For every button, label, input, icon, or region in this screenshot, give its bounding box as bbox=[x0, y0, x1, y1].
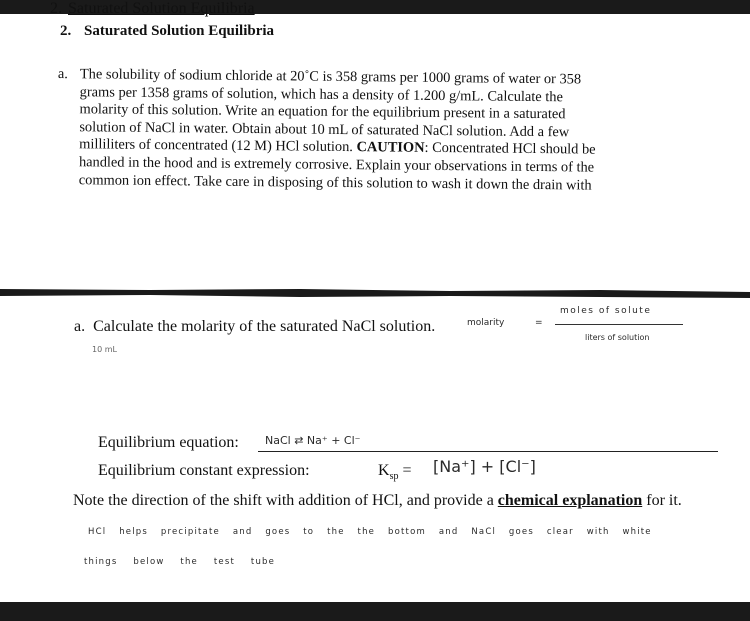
section-title: Saturated Solution Equilibria bbox=[84, 23, 275, 39]
text-line: handled in the hood and is extremely corrosive. Explain your observations in terms of the bbox=[78, 154, 595, 176]
text-line: The solubility of sodium chloride at 20˚C is 358 grams per 1000 grams of water or 358 bbox=[79, 66, 582, 88]
fraction-bar bbox=[555, 324, 683, 325]
section-heading bbox=[60, 23, 274, 40]
handwritten-ksp-expression: [Na⁺] + [Cl⁻] bbox=[433, 457, 536, 476]
note-text: Note the direction of the shift with addition of HCl, and provide a bbox=[73, 492, 498, 509]
bottom-border bbox=[0, 602, 750, 621]
section-number: 2. bbox=[60, 23, 72, 39]
handwritten-numerator: moles of solute bbox=[560, 306, 652, 316]
handwritten-answer-line-2: things below the test tube bbox=[84, 557, 276, 567]
question-a-text bbox=[57, 66, 658, 195]
shift-question bbox=[73, 492, 682, 510]
handwritten-denominator: liters of solution bbox=[585, 333, 650, 342]
note-emphasis: chemical explanation bbox=[497, 492, 643, 509]
text-line: solution of NaCl in water. Obtain about 10 mL of saturated NaCl solution. Add a few bbox=[79, 119, 570, 141]
caution-label: CAUTION bbox=[356, 139, 425, 157]
section2-heading bbox=[50, 0, 255, 18]
ksp-symbol: K bbox=[378, 462, 390, 479]
text-line: molarity of this solution. Write an equation for the equilibrium present in a saturated bbox=[79, 101, 566, 123]
caution-text: : Concentrated HCl should be bbox=[424, 140, 596, 159]
ksp-label bbox=[378, 462, 412, 482]
ksp-subscript: sp bbox=[389, 471, 399, 483]
handwritten-equals: = bbox=[535, 318, 543, 328]
equilibrium-constant-label: Equilibrium constant expression: bbox=[98, 462, 310, 479]
question-a bbox=[74, 318, 435, 336]
handwritten-molarity: molarity bbox=[467, 318, 505, 328]
text-line: grams per 1358 grams of solution, which has a density of 1.200 g/mL. Calculate the bbox=[79, 83, 563, 105]
item-label: a. bbox=[57, 66, 68, 83]
section2-number: 2. bbox=[50, 0, 62, 17]
handwritten-answer-line-1: HCl helps precipitate and goes to the the bottom and NaCl goes clear with white bbox=[88, 527, 652, 537]
section2-title: Saturated Solution Equilibria bbox=[68, 0, 255, 17]
item-label: a. bbox=[74, 318, 86, 335]
worksheet-section-original bbox=[0, 14, 750, 287]
text-line-start: milliliters of concentrated (12 M) HCl solution. bbox=[79, 136, 354, 156]
text-line: common ion effect. Take care in disposing of this solution to wash it down the drain with bbox=[78, 171, 592, 194]
answer-line bbox=[258, 451, 718, 452]
ksp-equals: = bbox=[398, 462, 412, 479]
page-tear-divider bbox=[0, 287, 750, 299]
handwritten-volume: 10 mL bbox=[92, 345, 117, 354]
equilibrium-equation-label: Equilibrium equation: bbox=[98, 434, 239, 451]
question-a-text: Calculate the molarity of the saturated NaCl solution. bbox=[93, 318, 436, 335]
handwritten-equation: NaCl ⇄ Na⁺ + Cl⁻ bbox=[265, 434, 361, 447]
note-text-end: for it. bbox=[642, 492, 682, 509]
